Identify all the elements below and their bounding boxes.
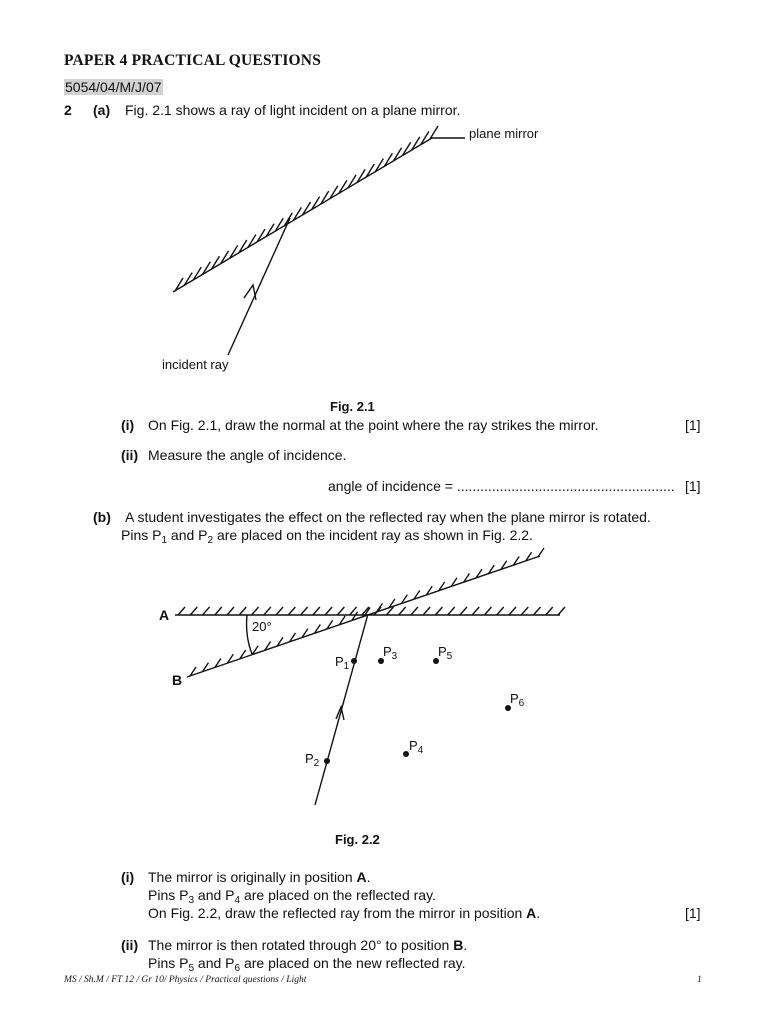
- hatch-mark: [288, 607, 295, 615]
- hatch-mark: [484, 607, 491, 615]
- part-b-text-1: A student investigates the effect on the reflected ray when the plane mirror is rotated.: [125, 509, 651, 525]
- page-title: PAPER 4 PRACTICAL QUESTIONS: [64, 52, 322, 69]
- hatch-mark: [533, 607, 540, 615]
- hatch-mark: [497, 607, 504, 615]
- hatch-mark: [558, 607, 565, 615]
- part-b-i-label: (i): [121, 869, 135, 885]
- pin-p5-label: $P_5$: [438, 644, 453, 662]
- part-b-i-line-2: Pins $P_3$ and $P_4$ are placed on the reflected ray.: [148, 887, 436, 906]
- part-a-i-label: (i): [121, 417, 135, 433]
- hatch-mark: [203, 607, 210, 615]
- fig-2-2-caption: Fig. 2.2: [335, 832, 380, 847]
- part-b-text-2: Pins $P_1$ and $P_2$ are placed on the incident ray as shown in Fig. 2.2.: [121, 527, 533, 546]
- pin-p1: [351, 658, 357, 664]
- part-b-label: (b): [93, 509, 111, 525]
- pin-p3-label: $P_3$: [383, 644, 398, 662]
- pin-p2-label: $P_2$: [305, 751, 320, 769]
- pin-p1-label: $P_1$: [335, 654, 350, 672]
- mirror-b-label: B: [172, 672, 183, 688]
- hatch-mark: [538, 548, 544, 557]
- mirror-a-label: A: [159, 607, 170, 623]
- part-a-ii-label: (ii): [121, 447, 139, 463]
- hatch-mark: [435, 607, 442, 615]
- hatch-mark: [276, 607, 283, 615]
- hatch-mark: [546, 607, 553, 615]
- mirror-b-hatching: [190, 548, 544, 676]
- part-b-ii-line-1: The mirror is then rotated through 20° to position B.: [148, 937, 468, 953]
- incident-ray-label: incident ray: [162, 357, 229, 372]
- part-a-text: Fig. 2.1 shows a ray of light incident on a plane mirror.: [125, 102, 461, 118]
- hatch-mark: [509, 607, 516, 615]
- pin-p6-label: $P_6$: [510, 691, 525, 709]
- angle-label: 20°: [252, 619, 272, 634]
- hatch-mark: [521, 607, 528, 615]
- hatch-mark: [178, 607, 185, 615]
- hatch-mark: [227, 607, 234, 615]
- angle-of-incidence-answer-line[interactable]: angle of incidence = ........................................................: [328, 478, 675, 494]
- question-number: 2: [64, 102, 72, 118]
- part-a-ii-text: Measure the angle of incidence.: [148, 447, 347, 463]
- fig-2-1-caption: Fig. 2.1: [330, 399, 375, 414]
- footer-text: MS / Sh.M / FT 12 / Gr 10/ Physics / Practical questions / Light: [64, 975, 307, 985]
- part-b-i-line-1: The mirror is originally in position A.: [148, 869, 371, 885]
- part-b-i-line-3: On Fig. 2.2, draw the reflected ray from the mirror in position A.: [148, 905, 541, 921]
- part-a-i-marks: [1]: [685, 417, 701, 433]
- hatch-mark: [411, 607, 418, 615]
- hatch-mark: [190, 607, 197, 615]
- hatch-mark: [252, 607, 259, 615]
- hatch-mark: [460, 607, 467, 615]
- pin-p4-label: $P_4$: [409, 738, 424, 756]
- plane-mirror-label: plane mirror: [469, 126, 539, 141]
- part-a-i-text: On Fig. 2.1, draw the normal at the point where the ray strikes the mirror.: [148, 417, 599, 433]
- hatch-mark: [448, 607, 455, 615]
- hatch-mark: [239, 607, 246, 615]
- hatch-mark: [472, 607, 479, 615]
- hatch-mark: [423, 607, 430, 615]
- hatch-mark: [215, 607, 222, 615]
- part-b-i-marks: [1]: [685, 905, 701, 921]
- part-b-ii-label: (ii): [121, 937, 139, 953]
- part-b-ii-line-2: Pins $P_5$ and $P_6$ are placed on the new reflected ray.: [148, 955, 466, 974]
- hatch-mark: [264, 607, 271, 615]
- page-number: 1: [697, 975, 702, 985]
- part-a-label: (a): [93, 102, 111, 118]
- paper-code: 5054/04/M/J/07: [65, 79, 162, 95]
- hatch-mark: [313, 607, 320, 615]
- part-a-ii-marks: [1]: [685, 478, 701, 494]
- hatch-mark: [301, 607, 308, 615]
- hatch-mark: [337, 607, 344, 615]
- hatch-mark: [399, 607, 406, 615]
- hatch-mark: [325, 607, 332, 615]
- pin-p2: [324, 758, 330, 764]
